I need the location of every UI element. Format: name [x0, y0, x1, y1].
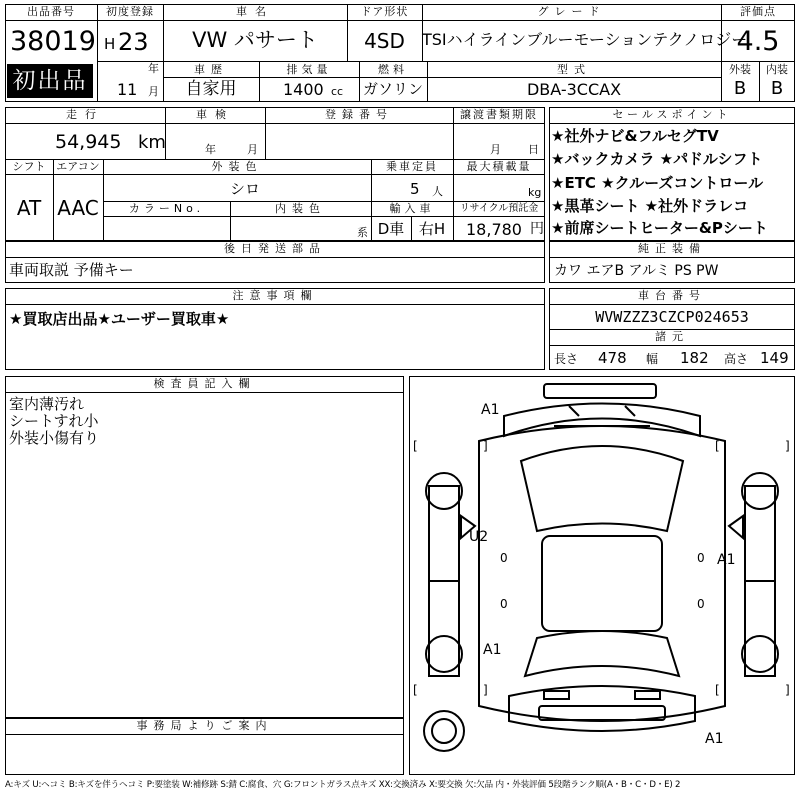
lot-number: 38019: [10, 26, 96, 57]
spare-wheel: [424, 711, 464, 751]
chassis-label: 車台番号: [638, 289, 706, 302]
height: 149: [760, 349, 789, 367]
car-name-label: 車名: [236, 5, 274, 18]
wheel-rear-left: [426, 636, 462, 672]
damage-mark: A1: [481, 402, 500, 418]
damage-mark: A1: [717, 552, 736, 568]
shift: AT: [16, 196, 42, 220]
bracket: [: [413, 683, 418, 697]
int-color-label: 内装色: [275, 202, 326, 215]
transfer-label: 譲渡書類期限: [460, 108, 538, 121]
reg-no-label: 登録番号: [325, 108, 393, 121]
damage-mark: A1: [483, 642, 502, 658]
history-label: 車歴: [194, 63, 228, 76]
inspection-label: 車検: [196, 108, 234, 121]
inspection-year-unit: 年: [205, 143, 216, 156]
int-color-unit: 系: [357, 226, 368, 239]
model-label: 型式: [557, 63, 591, 76]
dims-label: 諸元: [655, 330, 689, 343]
transfer-day-unit: 日: [528, 143, 539, 156]
history: 自家用: [185, 79, 237, 99]
mirror-right: [729, 516, 743, 538]
genuine-label: 純正装備: [638, 242, 706, 255]
month-unit: 月: [148, 85, 159, 98]
trunk-outline: [509, 686, 695, 731]
bracket: ]: [785, 683, 790, 697]
displacement-unit: cc: [331, 85, 344, 98]
grade-label: グレード: [537, 5, 606, 18]
notes-label: 注意事項欄: [232, 289, 318, 302]
mileage: 54,945: [55, 131, 122, 153]
sales-point-line: ★ETC ★クルーズコントロール: [551, 174, 764, 192]
bracket: ]: [483, 683, 488, 697]
inspector-label: 検査員記入欄: [153, 377, 256, 390]
capacity-unit: 人: [432, 185, 443, 198]
model: DBA-3CCAX: [526, 80, 622, 99]
first-reg-label: 初度登録: [106, 5, 154, 18]
ac-label: エアコン: [56, 160, 100, 173]
inspector-note: 外装小傷有り: [9, 429, 100, 447]
width: 182: [680, 349, 709, 367]
bracket: [: [413, 439, 418, 453]
era: H: [104, 35, 116, 53]
sales-point-line: ★前席シートヒーター&Pシート: [551, 219, 768, 237]
reg-year: 23: [118, 28, 149, 56]
load-label: 最大積載量: [466, 160, 532, 173]
damage-mark: A1: [705, 731, 724, 747]
color-label: 外装色: [211, 160, 263, 173]
reg-month: 11: [117, 80, 138, 99]
transfer-month-unit: 月: [490, 143, 501, 156]
score: 4.5: [736, 26, 780, 57]
capacity: 5: [410, 180, 420, 198]
chassis-number: WVWZZZ3CZCP024653: [595, 308, 749, 326]
zero-mark: 0: [500, 551, 508, 565]
genuine-equipment: カワ エアB アルミ PS PW: [554, 263, 719, 279]
wheel-rear-right: [742, 636, 778, 672]
displacement-label: 排気量: [286, 63, 332, 76]
exterior-label: 外装: [729, 63, 751, 76]
score-label: 評価点: [740, 5, 776, 18]
windshield-outline: [521, 446, 683, 531]
recycle-fee: 18,780: [466, 220, 522, 239]
mileage-label: 走行: [66, 108, 104, 121]
sales-points-label: セールスポイント: [612, 108, 732, 121]
color-no-label: カラーNo.: [128, 202, 205, 215]
inspection-month-unit: 月: [247, 143, 258, 156]
height-label: 高さ: [724, 352, 749, 366]
bracket: [: [715, 439, 720, 453]
mileage-unit: km: [138, 132, 166, 153]
lot-label: 出品番号: [27, 5, 75, 18]
steering: 右H: [418, 220, 446, 238]
zero-mark: 0: [500, 597, 508, 611]
sales-point-line: ★バックカメラ ★パドルシフト: [551, 150, 763, 168]
zero-mark: 0: [697, 597, 705, 611]
interior-grade: B: [770, 78, 784, 99]
recycle-label: リサイクル預託金: [459, 203, 539, 214]
exterior-grade: B: [733, 78, 747, 99]
sales-point-line: ★黒革シート ★社外ドラレコ: [551, 197, 749, 215]
width-label: 幅: [646, 352, 659, 366]
door-label: ドア形状: [360, 5, 409, 18]
zero-mark: 0: [697, 551, 705, 565]
first-listing-badge: 初出品: [7, 64, 93, 98]
wheel-front-right: [742, 473, 778, 509]
year-unit: 年: [148, 62, 159, 75]
office-label: 事務局よりご案内: [136, 719, 273, 732]
displacement: 1400: [283, 80, 324, 99]
interior-label: 内装: [766, 63, 788, 76]
ac: AAC: [57, 196, 99, 220]
car-diagram: [409, 376, 795, 775]
grade: TSIハイラインブルーモーションテクノロジー: [422, 30, 748, 49]
wheel-front-left: [426, 473, 462, 509]
fuel-label: 燃料: [378, 63, 408, 76]
capacity-label: 乗車定員: [386, 160, 438, 173]
legend: A:キズ U:ヘコミ B:キズを伴うヘコミ P:要塗装 W:補修跡 S:錆 C:腐食、穴 G:フロントガラス点キズ XX:交換済み X:要交換 欠:欠品 内・外装評価 5段階ランク順(A・B・C・D・E) 2: [5, 780, 681, 790]
body-outline: [479, 426, 725, 721]
later-parts-label: 後日発送部品: [224, 242, 326, 255]
recycle-unit: 円: [530, 221, 544, 237]
inspector-note: シートすれ小: [9, 412, 99, 430]
inspector-note: 室内薄汚れ: [9, 395, 85, 413]
later-parts: 車両取説 予備キー: [9, 261, 134, 279]
bracket: ]: [785, 439, 790, 453]
notes: ★買取店出品★ユーザー買取車★: [9, 310, 230, 328]
length-label: 長さ: [554, 352, 579, 366]
roof-outline: [542, 536, 662, 631]
front-bumper-outline: [544, 384, 656, 398]
damage-mark: U2: [469, 529, 489, 545]
load-unit: kg: [528, 186, 542, 199]
fuel: ガソリン: [362, 80, 423, 98]
exterior-color: シロ: [230, 180, 261, 198]
rear-bumper-outline: [539, 706, 665, 720]
shift-label: シフト: [12, 160, 46, 173]
length: 478: [598, 349, 627, 367]
bracket: [: [715, 683, 720, 697]
drive-side: D車: [377, 220, 405, 238]
car-name: VW パサート: [192, 28, 318, 52]
bracket: ]: [483, 439, 488, 453]
rear-window-outline: [525, 631, 679, 676]
door-type: 4SD: [364, 29, 405, 53]
import-label: 輸入車: [389, 202, 435, 215]
sales-point-line: ★社外ナビ&フルセグTV: [551, 127, 719, 145]
